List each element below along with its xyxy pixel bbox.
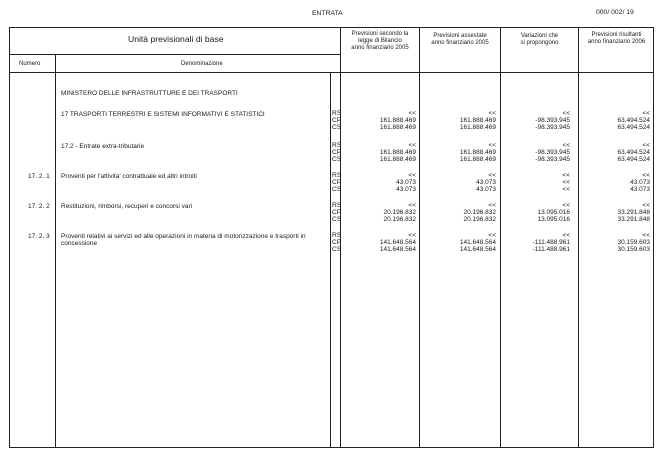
row-col3-values: << << <<: [562, 172, 570, 193]
row-col2-values: << 20.196.832 20.196.832: [463, 202, 496, 223]
row-denominazione: 17 TRASPORTI TERRESTRI E SISTEMI INFORMATIVI E STATISTICI: [61, 111, 265, 118]
row-col1-values: << 141.648.564 141.648.564: [379, 232, 416, 253]
row-col2-values: << 161.888.469 161.888.469: [459, 142, 496, 163]
col3-header: Variazioni che si propongono: [520, 33, 559, 46]
row-codes: RS CP CS: [332, 202, 342, 223]
row-col2-values: << 161.888.469 161.888.469: [459, 110, 496, 131]
ministry-name: MINISTERO DELLE INFRASTRUTTURE E DEI TRASPORTI: [61, 90, 238, 97]
unita-previsionali-title: Unità previsionali di base: [128, 34, 224, 44]
row-col4-values: << 43.073 43.073: [630, 172, 650, 193]
numero-header: Numero: [19, 61, 41, 67]
row-denominazione: Proventi relativi ai servizi ed alle operazioni in materia di motorizzazione e trasporti in concessione: [61, 233, 306, 247]
row-denominazione: Restituzioni, rimborsi, recuperi e concorsi vari: [61, 203, 193, 210]
row-numero: 17. 2. 3: [28, 233, 50, 240]
section-title: ENTRATA: [312, 10, 343, 17]
row-col1-values: << 161.888.469 161.888.469: [379, 142, 416, 163]
row-col1-values: << 43.073 43.073: [396, 172, 416, 193]
row-codes: RS CP CS: [332, 232, 342, 253]
row-col4-values: << 63.494.524 63.494.524: [617, 110, 650, 131]
row-col2-values: << 43.073 43.073: [476, 172, 496, 193]
row-numero: 17. 2. 2: [28, 203, 50, 210]
row-denominazione: Proventi per l'attivita' contrattuale ed altri introiti: [61, 173, 197, 180]
row-col1-values: << 161.888.469 161.888.469: [379, 110, 416, 131]
row-col4-values: << 33.291.848 33.291.848: [617, 202, 650, 223]
row-numero: 17. 2. 1: [28, 173, 50, 180]
col3-divider: [500, 27, 501, 448]
row-col2-values: << 141.648.564 141.648.564: [459, 232, 496, 253]
col4-divider: [578, 27, 579, 448]
col2-header: Previsioni assestate anno finanziario 2005: [431, 33, 489, 46]
row-col3-values: << 13.095.016 13.095.016: [537, 202, 570, 223]
row-codes: RS CP CS: [332, 110, 342, 131]
row-col3-values: << -111.488.961 -111.488.961: [532, 232, 570, 253]
header-divider-left: [9, 54, 340, 55]
row-denominazione: 17.2 - Entrate extra-tributarie: [61, 143, 145, 150]
code-column-divider: [330, 72, 331, 448]
row-codes: RS CP CS: [332, 172, 342, 193]
header-bottom-line: [9, 72, 654, 73]
row-codes: RS CP CS: [332, 142, 342, 163]
row-col4-values: << 30.159.603 30.159.603: [617, 232, 650, 253]
numero-column-divider: [55, 54, 56, 448]
row-col1-values: << 20.196.832 20.196.832: [383, 202, 416, 223]
col1-header: Previsioni secondo la legge di Bilancio anno finanziario 2005: [351, 31, 409, 51]
row-col3-values: << -98.393.945 -98.393.945: [535, 142, 570, 163]
page-reference: 000/ 002/ 19: [596, 9, 634, 16]
col4-header: Previsioni risultanti anno finanziario 2006: [587, 32, 646, 45]
col2-divider: [419, 27, 420, 448]
row-col3-values: << -98.393.945 -98.393.945: [535, 110, 570, 131]
row-col4-values: << 63.494.524 63.494.524: [617, 142, 650, 163]
denominazione-header: Denominazione: [181, 61, 223, 67]
